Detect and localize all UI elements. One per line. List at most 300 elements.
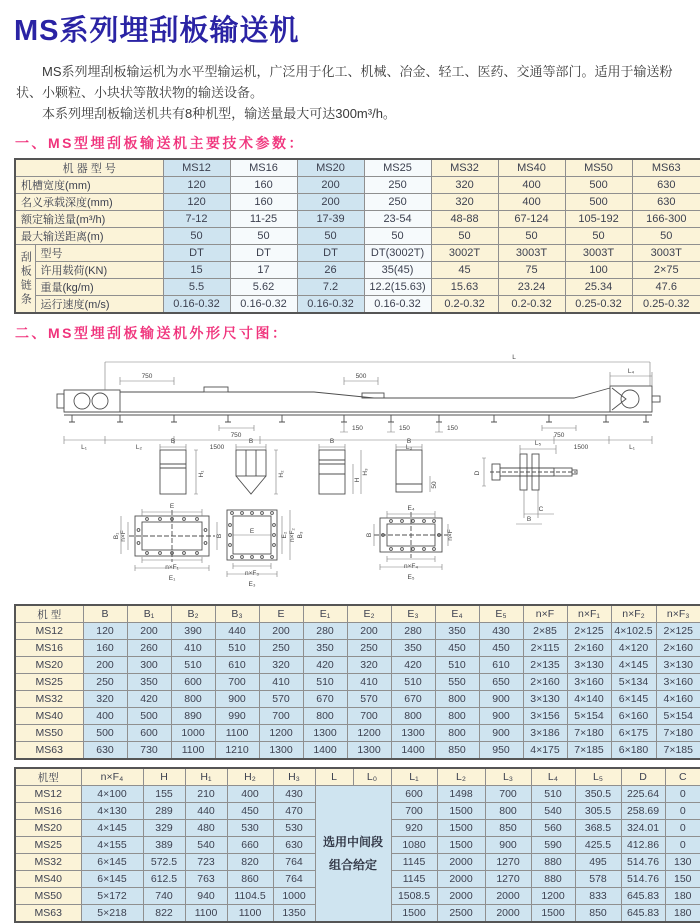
row-label-cell: MS63 (15, 742, 83, 760)
table-cell: 1400 (391, 742, 435, 760)
dim-label: B (329, 438, 335, 446)
table-cell: 495 (575, 854, 621, 871)
table-cell: 320 (431, 177, 498, 194)
table-cell: 500 (127, 708, 171, 725)
table-cell: 200 (297, 194, 364, 211)
table-cell: 630 (632, 177, 700, 194)
row-group-label: 刮板链条 (15, 245, 35, 314)
table-cell: 420 (391, 657, 435, 674)
table-cell: 15 (163, 262, 230, 279)
table-cell: 500 (565, 194, 632, 211)
table-cell: 2×160 (523, 674, 567, 691)
table-cell: 1500 (437, 820, 485, 837)
table-cell: 50 (163, 228, 230, 245)
table-row (15, 296, 700, 314)
table-row (15, 228, 700, 245)
table-cell: 5.5 (163, 279, 230, 296)
table-cell: 500 (565, 177, 632, 194)
table-cell: 700 (347, 708, 391, 725)
table-row (15, 674, 700, 691)
table-cell: 250 (83, 674, 127, 691)
table-cell: 1300 (391, 725, 435, 742)
table-cell: 0.16-0.32 (230, 296, 297, 314)
table-cell: 425.5 (575, 837, 621, 854)
table-cell: 660 (227, 837, 273, 854)
table-cell: 1400 (303, 742, 347, 760)
table-cell: 4×102.5 (611, 623, 656, 640)
flange-dimension-table-wrap (14, 604, 693, 760)
table-cell: 880 (531, 871, 575, 888)
table-cell: 280 (391, 623, 435, 640)
table-cell: 3×186 (523, 725, 567, 742)
table-cell: 1100 (185, 905, 227, 923)
table-cell: 440 (215, 623, 259, 640)
row-label-cell: MS63 (15, 905, 81, 923)
table-cell: 368.5 (575, 820, 621, 837)
table-cell: 570 (347, 691, 391, 708)
table-cell: 2×85 (523, 623, 567, 640)
table-cell: 1500 (531, 905, 575, 923)
table-header-row (15, 768, 700, 786)
table-cell: 200 (83, 657, 127, 674)
table-cell: 470 (273, 803, 315, 820)
table-row (15, 262, 700, 279)
table-cell: DT(3002T) (364, 245, 431, 262)
table-cell: 800 (171, 691, 215, 708)
table-cell: 25.34 (565, 279, 632, 296)
table-cell: 1100 (215, 725, 259, 742)
table-cell: 2000 (437, 888, 485, 905)
table-cell: 4×140 (567, 691, 611, 708)
table-cell: 100 (565, 262, 632, 279)
table-cell: 1270 (485, 854, 531, 871)
table-cell: 50 (565, 228, 632, 245)
dim-label: 750 (553, 432, 565, 440)
table-cell: 45 (431, 262, 498, 279)
table-cell: 250 (259, 640, 303, 657)
table-cell: 50 (364, 228, 431, 245)
dim-label: n×F (120, 530, 127, 543)
column-header-cell: H (143, 768, 185, 786)
column-header-cell: MS16 (230, 159, 297, 177)
table-cell: 540 (531, 803, 575, 820)
table-cell: 0.16-0.32 (364, 296, 431, 314)
column-header-cell: MS40 (498, 159, 565, 177)
table-cell: 700 (391, 803, 437, 820)
dim-label: L₅ (534, 440, 542, 448)
table-cell: 540 (185, 837, 227, 854)
table-cell: 2000 (437, 871, 485, 888)
table-cell: 120 (83, 623, 127, 640)
table-cell: 200 (347, 623, 391, 640)
column-header-cell: n×F₄ (81, 768, 143, 786)
dim-label: n×F₁ (165, 564, 179, 572)
table-cell: 7×185 (656, 742, 700, 760)
table-cell: 5×134 (611, 674, 656, 691)
table-cell: 950 (479, 742, 523, 760)
table-cell: 850 (485, 820, 531, 837)
table-cell: 410 (259, 674, 303, 691)
table-cell: 670 (303, 691, 347, 708)
table-cell: 67-124 (498, 211, 565, 228)
table-cell: 820 (227, 854, 273, 871)
table-cell: 7×185 (567, 742, 611, 760)
table-cell: 6×180 (611, 742, 656, 760)
table-cell: 700 (215, 674, 259, 691)
table-cell: 2500 (437, 905, 485, 923)
table-cell: 514.76 (621, 854, 665, 871)
table-cell: 225.64 (621, 786, 665, 803)
table-cell: 900 (479, 691, 523, 708)
dim-label: L₁ (81, 444, 87, 452)
column-header-cell: H₃ (273, 768, 315, 786)
table-cell: 612.5 (143, 871, 185, 888)
table-cell: 17 (230, 262, 297, 279)
dim-label: 500 (355, 373, 367, 381)
dim-label: 150 (399, 425, 410, 433)
dim-label: 1500 (209, 444, 225, 452)
table-cell: 860 (227, 871, 273, 888)
dim-label: 50 (431, 481, 438, 490)
table-cell: 1200 (531, 888, 575, 905)
table-cell: 5.62 (230, 279, 297, 296)
table-cell: 2000 (485, 888, 531, 905)
table-cell: 350 (391, 640, 435, 657)
table-cell: 5×154 (656, 708, 700, 725)
table-cell: 2×125 (656, 623, 700, 640)
table-cell: 800 (435, 725, 479, 742)
table-cell: 645.83 (621, 888, 665, 905)
table-cell: 510 (171, 657, 215, 674)
table-cell: 120 (163, 194, 230, 211)
table-row (15, 691, 700, 708)
table-cell: 440 (185, 803, 227, 820)
column-header-cell: n×F₂ (611, 605, 656, 623)
table-cell: 1508.5 (391, 888, 437, 905)
table-cell: 0 (665, 803, 700, 820)
table-cell: 610 (479, 657, 523, 674)
column-header-cell: E (259, 605, 303, 623)
table-cell: 763 (185, 871, 227, 888)
section-heading-parameters: 一、MS型埋刮板输送机主要技术参数： (15, 135, 305, 152)
column-header-cell: E₃ (391, 605, 435, 623)
table-cell: DT (163, 245, 230, 262)
table-cell: 4×175 (523, 742, 567, 760)
table-cell: 3002T (431, 245, 498, 262)
table-row (15, 194, 700, 211)
table-cell: 645.83 (621, 905, 665, 923)
table-row (15, 708, 700, 725)
table-cell: 764 (273, 871, 315, 888)
row-label-cell: 名义承载深度(mm) (15, 194, 163, 211)
table-cell: 4×160 (656, 691, 700, 708)
column-header-cell: 机型 (15, 768, 81, 786)
table-cell: 166-300 (632, 211, 700, 228)
table-cell: 700 (485, 786, 531, 803)
column-header-cell: n×F (523, 605, 567, 623)
table-cell: 900 (485, 837, 531, 854)
dim-label: B (216, 534, 223, 539)
table-cell: 320 (431, 194, 498, 211)
column-header-cell: H₂ (227, 768, 273, 786)
column-header-cell: L₅ (575, 768, 621, 786)
column-header-cell: L₃ (485, 768, 531, 786)
table-cell: 500 (83, 725, 127, 742)
table-cell: 2×160 (567, 640, 611, 657)
row-label-cell: MS50 (15, 725, 83, 742)
dim-label: H₂ (278, 470, 285, 478)
dim-label: B (406, 438, 412, 446)
table-row (15, 742, 700, 760)
table-cell: 4×120 (611, 640, 656, 657)
row-label-cell: MS25 (15, 674, 83, 691)
table-cell: 630 (273, 837, 315, 854)
dim-label: E (169, 503, 175, 511)
tech-parameters-table (14, 158, 700, 314)
table-cell: 7-12 (163, 211, 230, 228)
table-cell: 200 (127, 623, 171, 640)
table-cell: 6×160 (611, 708, 656, 725)
column-header-cell: L (315, 768, 353, 786)
column-header-cell: MS12 (163, 159, 230, 177)
row-label-cell: 许用载荷(KN) (35, 262, 163, 279)
table-cell: 723 (185, 854, 227, 871)
table-cell: 389 (143, 837, 185, 854)
dim-label: n×F (447, 529, 454, 542)
table-cell: 730 (127, 742, 171, 760)
table-cell: 4×100 (81, 786, 143, 803)
table-cell: 480 (185, 820, 227, 837)
table-cell: 450 (435, 640, 479, 657)
column-header-cell: MS50 (565, 159, 632, 177)
table-cell: 26 (297, 262, 364, 279)
table-cell: 23-54 (364, 211, 431, 228)
dim-label: D (474, 471, 481, 476)
table-cell: 700 (259, 708, 303, 725)
length-dimension-table-wrap (14, 767, 692, 923)
table-cell: 350 (127, 674, 171, 691)
table-cell: 1500 (437, 837, 485, 854)
table-cell: 3×130 (567, 657, 611, 674)
table-cell: 160 (230, 177, 297, 194)
table-cell: 150 (665, 871, 700, 888)
column-header-cell: 机 器 型 号 (15, 159, 163, 177)
column-header-cell: MS63 (632, 159, 700, 177)
row-label-cell: MS32 (15, 691, 83, 708)
table-cell: 600 (127, 725, 171, 742)
column-header-cell: L₀ (353, 768, 391, 786)
table-cell: 5×154 (567, 708, 611, 725)
table-cell: 530 (273, 820, 315, 837)
dim-label: L (512, 354, 516, 362)
table-cell: 610 (215, 657, 259, 674)
table-cell: 329 (143, 820, 185, 837)
table-cell: 250 (364, 177, 431, 194)
dim-label: E₂ (281, 531, 288, 539)
table-cell: 1080 (391, 837, 437, 854)
dim-label: 1500 (573, 444, 589, 452)
table-cell: 3×156 (523, 708, 567, 725)
table-cell: 130 (665, 854, 700, 871)
table-cell: 250 (364, 194, 431, 211)
table-cell: 900 (215, 691, 259, 708)
table-cell: 12.2(15.63) (364, 279, 431, 296)
table-cell: 900 (479, 708, 523, 725)
table-cell: 6×175 (611, 725, 656, 742)
column-header-cell: H₁ (185, 768, 227, 786)
table-cell: 350 (435, 623, 479, 640)
table-cell: 1000 (171, 725, 215, 742)
dim-label: L₂ (135, 444, 143, 452)
table-cell: 305.5 (575, 803, 621, 820)
table-cell: 2×125 (567, 623, 611, 640)
table-cell: 630 (632, 194, 700, 211)
table-cell: 430 (273, 786, 315, 803)
table-cell: 420 (303, 657, 347, 674)
table-cell: 105-192 (565, 211, 632, 228)
dim-label: B (366, 533, 373, 538)
table-cell: 289 (143, 803, 185, 820)
table-cell: 1498 (437, 786, 485, 803)
dim-label: n×F₄ (403, 563, 419, 571)
table-cell: 300 (127, 657, 171, 674)
table-cell: 900 (479, 725, 523, 742)
dim-label: H₃ (362, 468, 369, 477)
table-cell: 920 (391, 820, 437, 837)
table-cell: 1210 (215, 742, 259, 760)
table-cell: 3×160 (567, 674, 611, 691)
table-cell: 400 (498, 177, 565, 194)
table-cell: 180 (665, 905, 700, 923)
dim-label: 150 (447, 425, 458, 433)
column-header-cell: MS25 (364, 159, 431, 177)
table-cell: 320 (83, 691, 127, 708)
table-cell: 412.86 (621, 837, 665, 854)
dim-label: H₁ (198, 470, 205, 478)
table-cell: 4×155 (81, 837, 143, 854)
table-cell: 350.5 (575, 786, 621, 803)
table-cell: 2×160 (656, 640, 700, 657)
outline-dimension-diagram (14, 348, 686, 598)
table-cell: DT (297, 245, 364, 262)
table-cell: 400 (227, 786, 273, 803)
dim-label: E₃ (248, 581, 256, 589)
row-label-cell: MS32 (15, 854, 81, 871)
table-cell: DT (230, 245, 297, 262)
table-cell: 1145 (391, 854, 437, 871)
table-cell: 250 (347, 640, 391, 657)
table-cell: 2×75 (632, 262, 700, 279)
table-cell: 0.16-0.32 (163, 296, 230, 314)
page-title: MS系列埋刮板输送机 (14, 15, 300, 47)
table-cell: 800 (435, 708, 479, 725)
table-cell: 740 (143, 888, 185, 905)
table-cell: 764 (273, 854, 315, 871)
column-header-cell: MS32 (431, 159, 498, 177)
dim-label: B (170, 438, 176, 446)
table-cell: 260 (127, 640, 171, 657)
table-cell: 3003T (632, 245, 700, 262)
table-cell: 850 (575, 905, 621, 923)
merged-note-line: 选用中间段 (322, 835, 383, 850)
table-cell: 510 (215, 640, 259, 657)
dim-label: 750 (141, 373, 153, 381)
flange-dimension-table (14, 604, 700, 760)
dim-label: 150 (352, 425, 363, 433)
dim-label: E₁ (168, 575, 176, 583)
dim-label: E₅ (407, 574, 415, 582)
dim-label: B₃ (297, 531, 304, 539)
table-header-row (15, 605, 700, 623)
table-cell: 0.25-0.32 (632, 296, 700, 314)
table-cell: 50 (632, 228, 700, 245)
table-cell: 510 (435, 657, 479, 674)
table-cell: 560 (531, 820, 575, 837)
column-header-cell: C (665, 768, 700, 786)
table-row (15, 211, 700, 228)
column-header-cell: n×F₁ (567, 605, 611, 623)
table-cell: 1200 (259, 725, 303, 742)
table-cell: 6×145 (81, 854, 143, 871)
table-cell: 50 (297, 228, 364, 245)
column-header-cell: B₂ (171, 605, 215, 623)
merged-note-line: 组合给定 (328, 857, 377, 872)
table-cell: 75 (498, 262, 565, 279)
table-row (15, 177, 700, 194)
dim-label: E₄ (407, 505, 415, 513)
table-cell: 0.16-0.32 (297, 296, 364, 314)
table-cell: 390 (171, 623, 215, 640)
table-cell: 35(45) (364, 262, 431, 279)
table-cell: 590 (531, 837, 575, 854)
table-cell: 670 (391, 691, 435, 708)
table-cell: 600 (391, 786, 437, 803)
column-header-cell: B (83, 605, 127, 623)
row-label-cell: MS25 (15, 837, 81, 854)
table-cell: 450 (479, 640, 523, 657)
table-cell: 0 (665, 820, 700, 837)
table-cell: 5×218 (81, 905, 143, 923)
column-header-cell: L₂ (437, 768, 485, 786)
table-cell: 800 (303, 708, 347, 725)
table-cell: 2000 (437, 854, 485, 871)
table-cell: 410 (347, 674, 391, 691)
table-cell: 1000 (273, 888, 315, 905)
table-cell: 200 (297, 177, 364, 194)
dim-label: L₁ (629, 444, 635, 452)
row-label-cell: MS50 (15, 888, 81, 905)
table-cell: 400 (83, 708, 127, 725)
table-cell: 630 (83, 742, 127, 760)
row-label-cell: MS12 (15, 786, 81, 803)
table-cell: 350 (303, 640, 347, 657)
column-header-cell: E₂ (347, 605, 391, 623)
table-cell: 410 (171, 640, 215, 657)
table-cell: 4×145 (611, 657, 656, 674)
table-cell: 0.25-0.32 (565, 296, 632, 314)
table-cell: 4×145 (81, 820, 143, 837)
column-header-cell: E₁ (303, 605, 347, 623)
row-label-cell: 型号 (35, 245, 163, 262)
column-header-cell: n×F₃ (656, 605, 700, 623)
table-cell: 324.01 (621, 820, 665, 837)
dim-label: n×F₂ (289, 528, 296, 543)
row-label-cell: 运行速度(m/s) (35, 296, 163, 314)
table-cell: 0.2-0.32 (498, 296, 565, 314)
table-cell: 2×135 (523, 657, 567, 674)
table-cell: 5×172 (81, 888, 143, 905)
table-cell: 180 (665, 888, 700, 905)
